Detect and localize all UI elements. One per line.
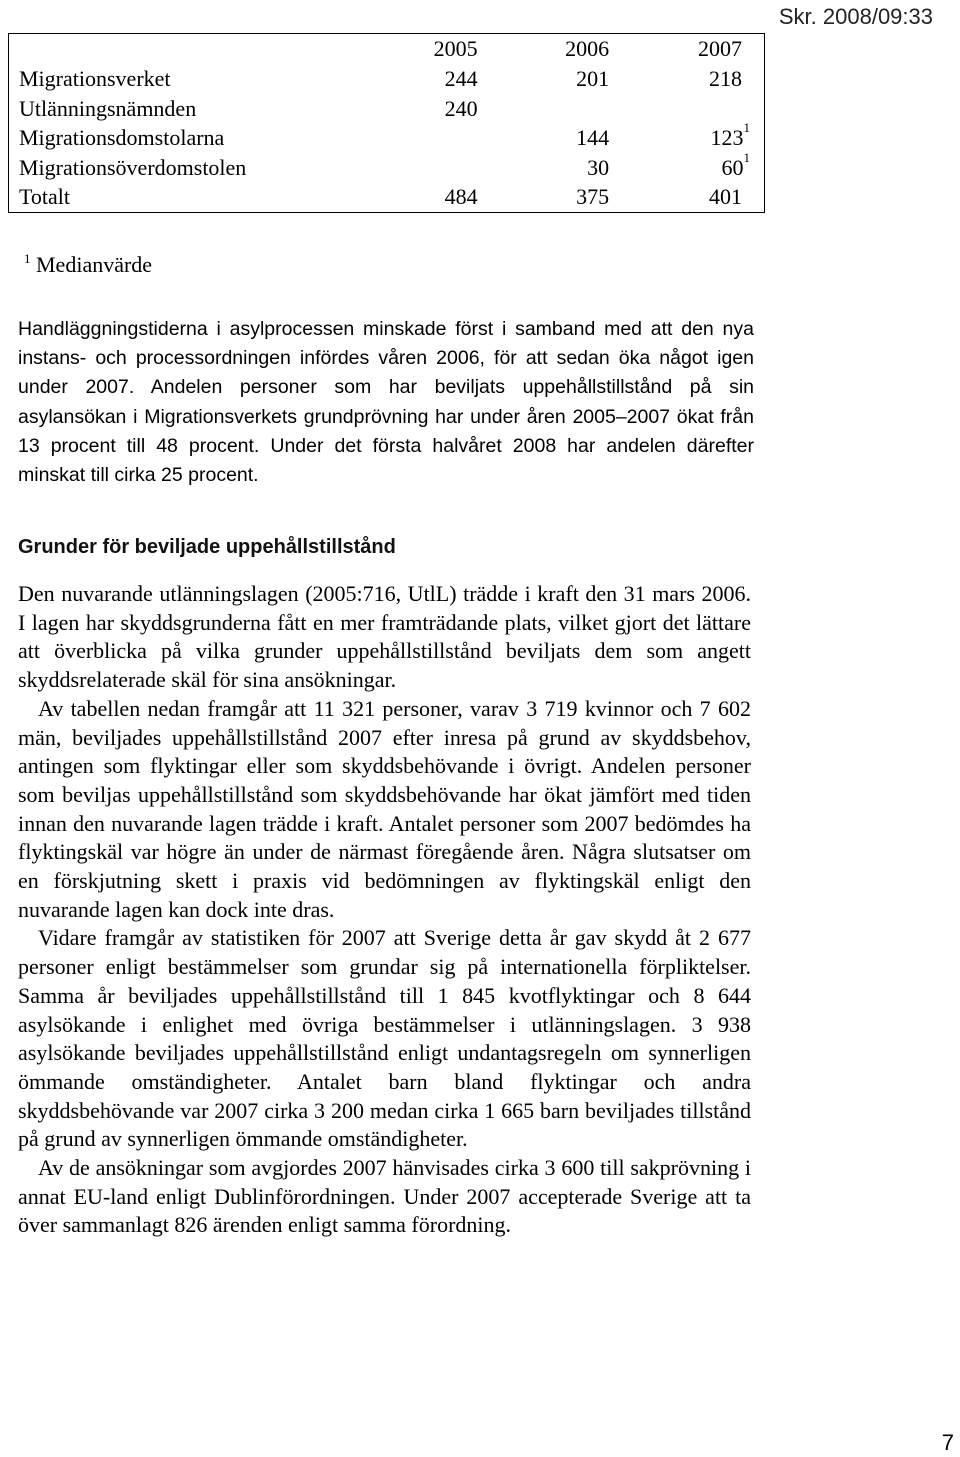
table-header-row bbox=[9, 34, 765, 65]
header-empty-cell bbox=[9, 34, 346, 65]
table-row bbox=[9, 64, 765, 94]
cell-2006: 375 bbox=[576, 184, 610, 210]
statistics-table bbox=[8, 33, 765, 213]
cell-2005: 240 bbox=[444, 95, 478, 121]
footnote-marker: 1 bbox=[743, 149, 750, 165]
cell-2007 bbox=[609, 64, 764, 94]
cell-2005: 244 bbox=[444, 66, 478, 91]
cell-value: 123 bbox=[710, 125, 744, 151]
cell-value: 401 bbox=[709, 184, 742, 210]
cell-2007 bbox=[609, 94, 764, 124]
cell-2006 bbox=[478, 94, 610, 124]
row-label: Utlänningsnämnden bbox=[19, 95, 197, 121]
cell-2005 bbox=[346, 153, 478, 183]
table-row bbox=[9, 153, 765, 183]
table-row bbox=[9, 94, 765, 124]
footnote-text: Medianvärde bbox=[36, 252, 153, 277]
cell-2005 bbox=[346, 123, 478, 153]
cell-2005: 484 bbox=[444, 184, 478, 210]
paragraph-aliens-act-rest: I lagen har skyddsgrunderna fått en mer framträdande plats, vilket gjort det lättare att överblicka på vilka grunder uppehållstillstånd beviljats dem som angett skyddsrelaterade skäl för sina ansökningar. bbox=[18, 609, 751, 693]
table-row-total bbox=[9, 182, 765, 212]
year-header: 2005 bbox=[433, 36, 478, 61]
paragraph-protection-grants: Av tabellen nedan framgår att 11 321 personer, varav 3 719 kvinnor och 7 602 män, beviljades uppehållstillstånd 2007 efter inresa på grund av skyddsbehov, antingen som flyktingar eller som skyddsbehövande i övrigt. Andelen personer som beviljas uppehållstillstånd som skyddsbehövande har ökat jämfört med tiden innan den nuvarande lagen trädde i kraft. Antalet personer som 2007 bedömdes ha flyktingskäl var högre än under de närmast föregående åren. Några slutsatser om en förskjutning skett i praxis vid bedömningen av flyktingskäl enligt den nuvarande lagen kan dock inte dras. bbox=[18, 695, 751, 922]
cell-value: 60 bbox=[721, 154, 744, 180]
cell-2007 bbox=[609, 149, 764, 183]
paragraph-processing-times: Handläggningstiderna i asylprocessen minskade först i samband med att den nya instans- och processordningen infördes våren 2006, för att sedan öka något igen under 2007. Andelen personer som har beviljats uppehållstillstånd på sin asylansökan i Migrationsverkets grundprövning har under åren 2005–2007 ökat från 13 procent till 48 procent. Under det första halvåret 2008 har andelen därefter minskat till cirka 25 procent. bbox=[18, 318, 754, 487]
paragraph-international-obligations: Vidare framgår av statistiken för 2007 att Sverige detta år gav skydd åt 2 677 personer enligt bestämmelser som grundar sig på internationella förpliktelser. Samma år beviljades uppehållstillstånd till 1 845 kvotflyktingar och 8 644 asylsökande i enlighet med övriga bestämmelser i utlänningslagen. 3 938 asylsökande beviljades uppehållstillstånd enligt undantagsregeln om synnerligen ömmande omständigheter. Antalet barn bland flyktingar och andra skyddsbehövande var 2007 cirka 3 200 medan cirka 1 665 barn beviljades tillstånd på grund av synnerligen ömmande omständigheter. bbox=[18, 925, 751, 1152]
section-body bbox=[18, 580, 751, 1240]
row-label: Migrationsverket bbox=[19, 66, 171, 91]
row-label: Migrationsöverdomstolen bbox=[19, 154, 247, 180]
year-header: 2006 bbox=[565, 36, 610, 61]
cell-2006: 144 bbox=[576, 125, 610, 151]
paragraph-aliens-act-intro: Den nuvarande utlänningslagen (2005:716, UtlL) trädde i kraft den 31 mars 2006. bbox=[18, 581, 751, 606]
table-row bbox=[9, 123, 765, 153]
document-reference: Skr. 2008/09:33 bbox=[778, 4, 933, 29]
page-number: 7 bbox=[941, 1430, 954, 1455]
paragraph-dublin-regulation: Av de ansökningar som avgjordes 2007 hänvisades cirka 3 600 till sakprövning i annat EU-land enligt Dublinförordningen. Under 2007 accepterade Sverige att ta över sammanlagt 826 ärenden enligt samma förordning. bbox=[18, 1155, 751, 1238]
cell-2007 bbox=[609, 182, 764, 212]
cell-2006: 30 bbox=[587, 154, 610, 180]
cell-2006: 201 bbox=[576, 66, 610, 91]
footnote-marker: 1 bbox=[24, 251, 31, 266]
table-footnote bbox=[24, 252, 152, 278]
year-header: 2007 bbox=[698, 36, 742, 61]
row-label: Migrationsdomstolarna bbox=[19, 125, 225, 151]
cell-2007 bbox=[609, 120, 764, 153]
paragraph-aliens-act bbox=[18, 580, 751, 695]
section-heading: Grunder för beviljade uppehållstillstånd bbox=[18, 536, 396, 558]
footnote-marker: 1 bbox=[743, 120, 750, 136]
row-label: Totalt bbox=[19, 184, 71, 210]
cell-value: 218 bbox=[709, 66, 742, 91]
